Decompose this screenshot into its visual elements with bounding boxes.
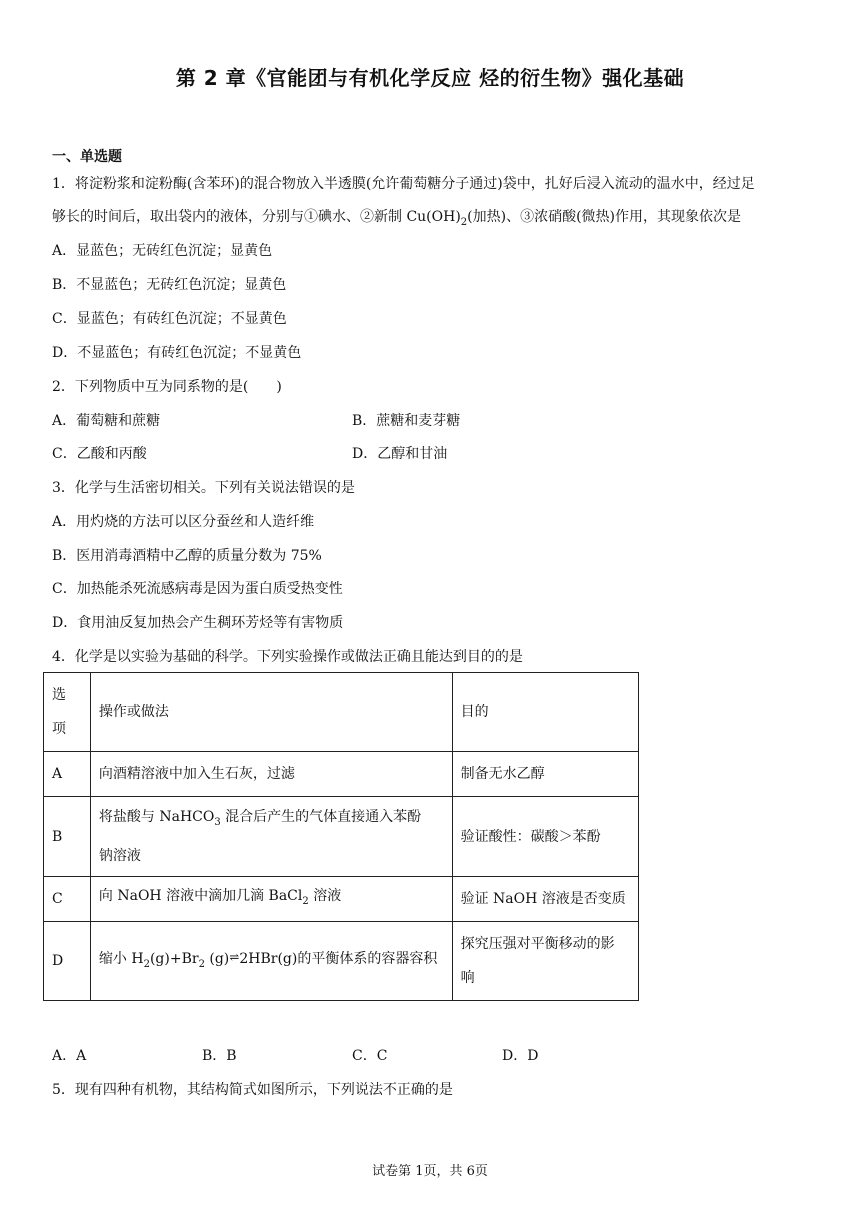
table-row (44, 797, 639, 877)
q4-answer-d: D．D (502, 1048, 539, 1064)
q2-stem: 2．下列物质中互为同系物的是( ) (52, 379, 282, 395)
q3-option-a: A．用灼烧的方法可以区分蚕丝和人造纤维 (52, 514, 315, 530)
option-cell: A (44, 752, 91, 797)
header-goal-cell: 目的 (452, 673, 638, 752)
q4-stem: 4．化学是以实验为基础的科学。下列实验操作或做法正确且能达到目的的是 (52, 649, 523, 665)
q2-option-b: B．蔗糖和麦芽糖 (352, 413, 461, 429)
equilibrium-arrow-icon: ⇌ (229, 950, 240, 965)
operation-cell: 向 NaOH 溶液中滴加几滴 BaCl$_2$ 溶液 (90, 877, 452, 922)
page-footer: 试卷第 1页，共 6页 (372, 1164, 488, 1179)
header-option-cell: 选 项 (44, 673, 91, 752)
section-heading: 一、单选题 (52, 149, 122, 165)
q4-table (43, 672, 639, 1001)
table-header-row (44, 673, 639, 752)
goal-cell: 探究压强对平衡移动的影 响 (452, 922, 638, 1001)
q1-option-b: B．不显蓝色；无砖红色沉淀；显黄色 (52, 277, 287, 293)
q5-stem: 5．现有四种有机物，其结构简式如图所示，下列说法不正确的是 (52, 1082, 453, 1098)
table-row (44, 752, 639, 797)
q4-answer-a: A．A (52, 1048, 87, 1064)
goal-cell: 制备无水乙醇 (452, 752, 638, 797)
q3-option-d: D．食用油反复加热会产生稠环芳烃等有害物质 (52, 615, 344, 631)
option-cell: B (44, 797, 91, 877)
operation-cell: 缩小 $H_2(g)+Br_2$ (g)⇌2HBr(g)的平衡体系的容器容积 (90, 922, 452, 1001)
q3-option-c: C．加热能杀死流感病毒是因为蛋白质受热变性 (52, 581, 343, 597)
q2-option-c: C．乙酸和丙酸 (52, 446, 147, 462)
header-operation-cell: 操作或做法 (90, 673, 452, 752)
q2-option-a: A．葡萄糖和蔗糖 (52, 413, 161, 429)
q1-option-a: A．显蓝色；无砖红色沉淀；显黄色 (52, 243, 273, 259)
q2-option-d: D．乙醇和甘油 (352, 446, 448, 462)
operation-cell: 向酒精溶液中加入生石灰，过滤 (90, 752, 452, 797)
goal-cell: 验证酸性：碳酸＞苯酚 (452, 797, 638, 877)
q4-answer-b: B．B (202, 1048, 237, 1064)
operation-cell: 将盐酸与 NaHCO$_3$ 混合后产生的气体直接通入苯酚 钠溶液 (90, 797, 452, 877)
option-cell: D (44, 922, 91, 1001)
q1-option-d: D．不显蓝色；有砖红色沉淀；不显黄色 (52, 345, 302, 361)
goal-cell: 验证 NaOH 溶液是否变质 (452, 877, 638, 922)
q4-answer-c: C．C (352, 1048, 388, 1064)
q1-stem-line2: 够长的时间后，取出袋内的液体，分别与①碘水、②新制 $Cu(OH)_2$(加热)、③浓硝酸(微热)作用，其现象依次是 (52, 209, 742, 228)
q3-stem: 3．化学与生活密切相关。下列有关说法错误的是 (52, 480, 355, 496)
q3-option-b: B．医用消毒酒精中乙醇的质量分数为 75% (52, 548, 322, 564)
table-row (44, 922, 639, 1001)
q1-stem-line1: 1．将淀粉浆和淀粉酶(含苯环)的混合物放入半透膜(允许葡萄糖分子通过)袋中，扎好后浸入流动的温水中，经过足 (52, 176, 755, 192)
page-title: 第 2 章《官能团与有机化学反应 烃的衍生物》强化基础 (175, 66, 685, 90)
option-cell: C (44, 877, 91, 922)
q1-option-c: C．显蓝色；有砖红色沉淀；不显黄色 (52, 311, 287, 327)
table-row (44, 877, 639, 922)
